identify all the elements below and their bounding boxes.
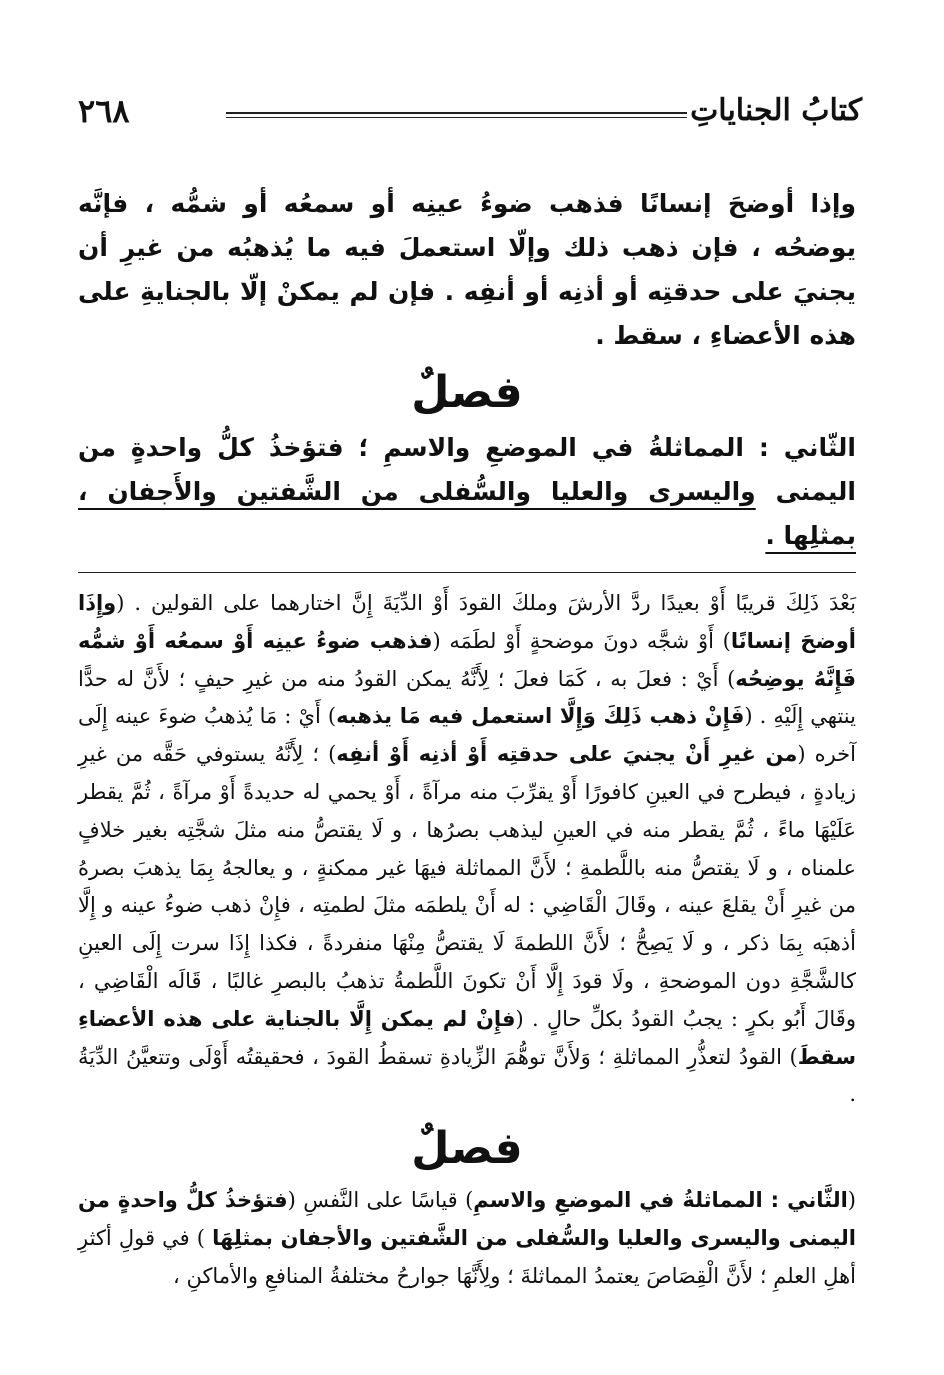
- quoted-matn: فإِنْ لم يمكن إِلَّا بالجناية على هذه الأعضاءِ سقطَ: [78, 1006, 856, 1069]
- matn-line-2: واليسرى والعليا والسُّفلى من الشَّفتين والأَجفان ، بمثلِها .: [78, 477, 856, 550]
- running-title: كتابُ الجناياتِ: [690, 93, 862, 128]
- matn-line-1: الثّاني : المماثلةُ في الموضعِ والاسمِ ؛ فتؤخذُ كلُّ واحدةٍ من اليمنى: [78, 433, 856, 506]
- quoted-matn: فذهب ضوءُ عينِه أَوْ سمعُه أَوْ شمُّه فَإِنَّهُ يوضِحُه: [78, 628, 856, 691]
- section-heading-2: فصلٌ: [411, 1123, 523, 1175]
- quoted-matn: من غيرِ أَنْ يجنيَ على حدقتِه أَوْ أذنِه أَوْ أنفِه: [336, 742, 798, 767]
- intro-paragraph: وإذا أوضحَ إنسانًا فذهب ضوءُ عينِه أو سمعُه أو شمُّه ، فإنَّه يوضحُه ، فإن ذهب ذلك وإلّا استعملَ فيه ما يُذهبُه من غيرِ أن يجنيَ على حدقتِه أو أذنِه أو أنفِه . فإن لم يمكنْ إلّا بالجنايةِ على هذه الأعضاءِ ، سقط .: [78, 189, 856, 350]
- matn-paragraph: [78, 426, 856, 558]
- commentary-text: ) في قولِ أكثرِ أهلِ العلمِ ؛ لأَنَّ الْقِصَاصَ يعتمدُ المماثلةَ ؛ ولِأَنَّهَا جوارحُ مختلفةُ المنافعِ والأماكنِ ،: [78, 1225, 856, 1288]
- commentary-sentence-1: بَعْدَ ذَلِكَ قريبًا أَوْ بعيدًا ردَّ الأرشَ وملكَ القودَ أَوْ الدِّيَةَ إِنَّ اختارهما على القولين .: [134, 591, 856, 615]
- page-body: [78, 182, 856, 1296]
- quoted-matn: الثَّاني : المماثلةُ في الموضعِ والاسمِ: [473, 1188, 848, 1213]
- commentary-text: ) القودُ لتعذُّرِ المماثلةِ ؛ وَلأَنَّ توهُّمَ الزِّيادةِ تسقطُ القودَ ، فحقيقتُه أَوْلَى وتتعيَّنُ الدِّيَةُ .: [78, 1044, 856, 1107]
- commentary-text: ) أَيْ : مَا يُذهبُ ضوءَ عينه إِلَى آخره (: [78, 704, 856, 767]
- page-number: ٢٦٨: [78, 92, 130, 130]
- section2-paragraph: [78, 1182, 856, 1295]
- open-paren: (: [847, 1188, 856, 1213]
- commentary-paragraph: [78, 585, 856, 1114]
- quoted-matn: وإِذَا أوضحَ إنسانًا: [78, 591, 856, 653]
- commentary-text: ) قياسًا على النَّفسِ (: [287, 1188, 474, 1213]
- commentary-text: ) أَيْ : فعلَ به ، كَمَا فعلَ ؛ لِأَنَّهُ يمكن القودُ منه من غيرِ حيفٍ ؛ لأَنَّ له حدًّا ينتهي إِلَيْهِ . (: [78, 666, 856, 729]
- header-rule: [226, 112, 687, 118]
- open-paren: (: [116, 591, 125, 615]
- quoted-matn: فَإِنْ ذهب ذَلِكَ وَإِلَّا استعمل فيه مَا يذهبه: [336, 704, 745, 729]
- section-heading-1: فصلٌ: [411, 367, 523, 418]
- commentary-text: ) ؛ لِأَنَّهُ يستوفي حَقَّه من غيرِ زيادةٍ ، فيطرح في العينِ كافورًا أَوْ يقرِّبَ منه مرآةً ، أَوْ يحمي له حديدةً أَوْ مرآةً ، ثُمَّ يقطر عَلَيْهَا ماءً ، ثُمَّ يقطر منه في العينِ ليذهب بصرُها ، و لَا يقتصُّ منه مثلَ شجَّتِه بغير خلافٍ علمناه ، و لَا يقتصُّ منه باللَّطمةِ ؛ لأَنَّ المماثلة فيهَا غير ممكنةٍ ، و يعالجهُ بِمَا يذهبَ بصرهُ من غيرِ أَنْ يقلعَ عينه ، وقَالَ الْقَاضِي : له أَنْ يلطمَه مثلَ لطمتِه ، فإِنْ ذهب ضوءُ عينه و إِلَّا أذهبَه بِمَا ذكر ، و لَا يَصِحُّ ؛ لأَنَّ اللطمةَ لَا يقتصُّ مِنْهَا منفردةً ، فكذا إِذَا سرت إِلَى العينِ كالشَّجَّةِ دون الموضحةِ ، ولَا قودَ إِلَّا أَنْ تكونَ اللَّطمةُ تذهبُ بالبصرِ غالبًا ، قَالَه الْقَاضِي ، وقَالَ أَبُو بكرٍ : يجبُ القودُ بكلِّ حالٍ . (: [78, 742, 856, 1031]
- commentary-text: ) أَوْ شجَّه دونَ موضحةٍ أَوْ لطَمَه (: [432, 628, 731, 653]
- matn-commentary-divider: [78, 572, 856, 573]
- page-header: [78, 92, 862, 132]
- quoted-matn: فتؤخذُ كلُّ واحدةٍ من اليمنى واليسرى والعليا والسُّفلى من الشَّفتين والأجفان بمثلِهَا: [78, 1188, 857, 1250]
